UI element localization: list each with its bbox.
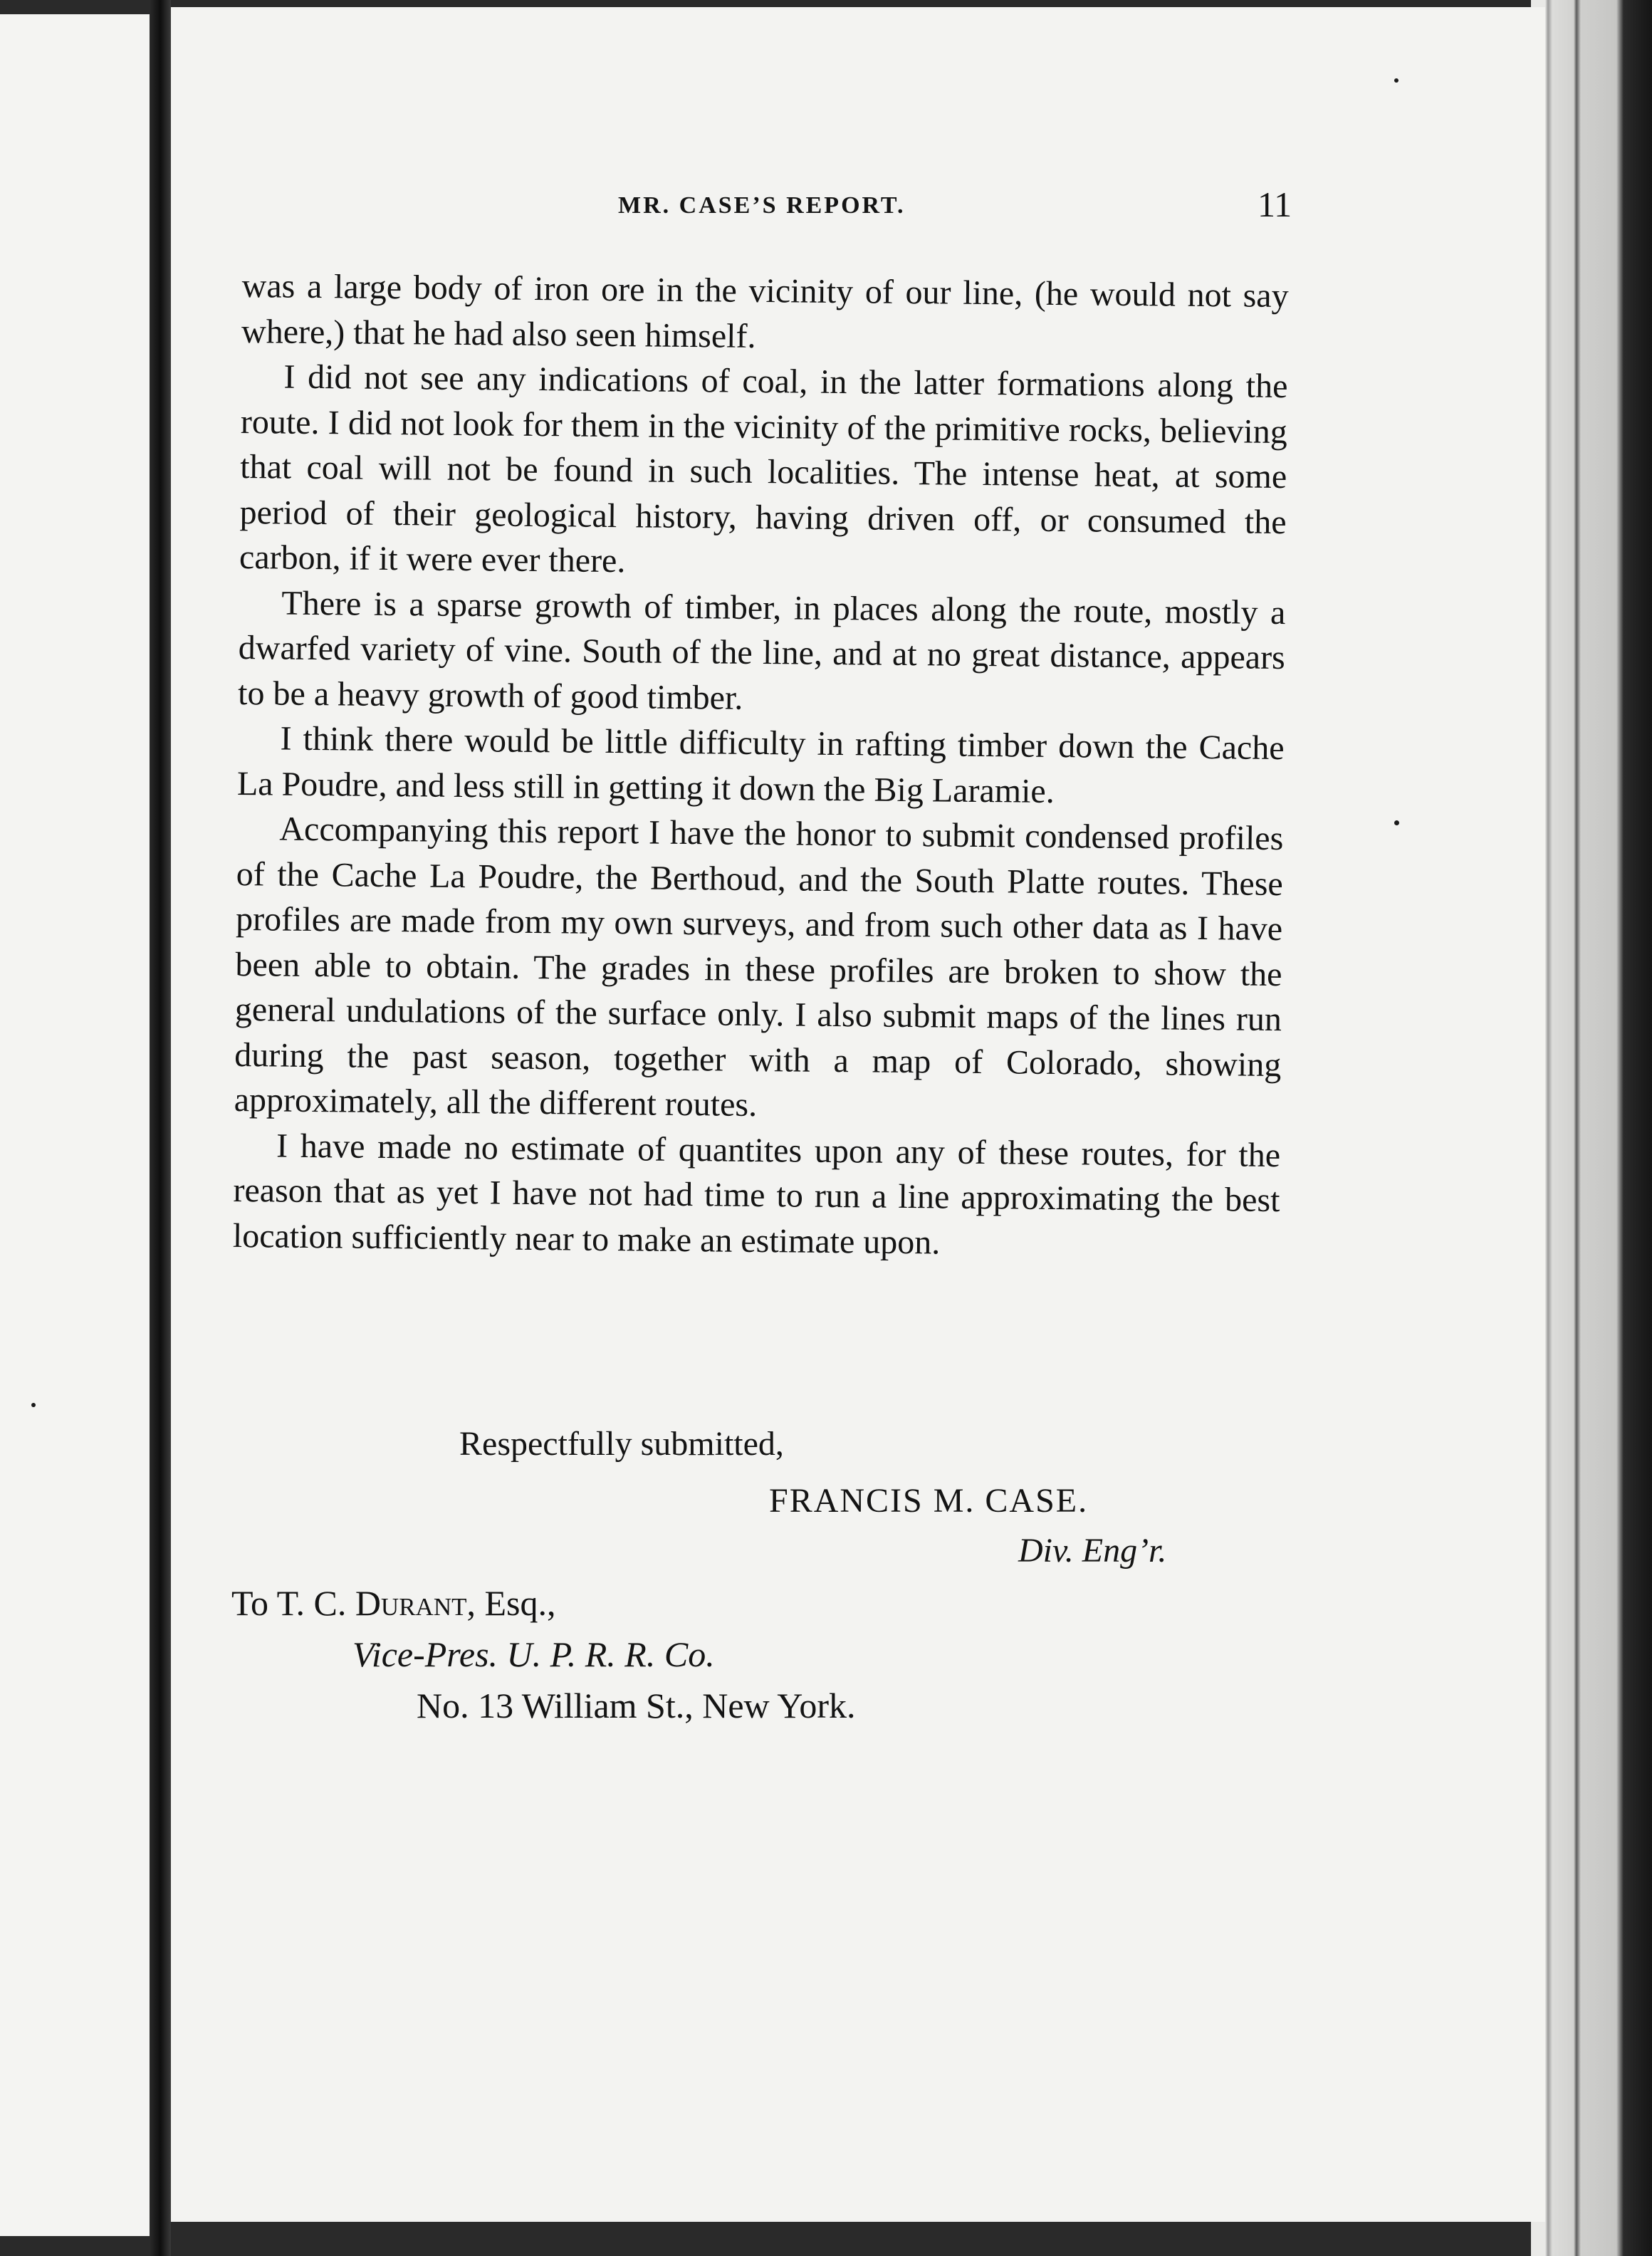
paragraph-continued: was a large body of iron ore in the vicinity of our line, (he would not say where,) that he had also seen himself.	[241, 266, 1289, 355]
page-stack-edges	[1531, 0, 1652, 2256]
ink-speck	[1394, 820, 1399, 825]
report-body	[233, 263, 1289, 1268]
addressee-line-1	[231, 1577, 856, 1629]
addressee-line-2: Vice-Pres. U. P. R. R. Co.	[352, 1634, 715, 1674]
facing-page-edge	[0, 14, 150, 2236]
paragraph-profiles: Accompanying this report I have the honor to submit condensed profiles of the Cache La Poudre, the Berthoud, and the South Platte routes. These profiles are made from my own surveys, and from such other data as I have been able to obtain. The grades in these profiles are broken to show the general undulations of the surface only. I also submit maps of the lines run during the past season, together with a map of Colorado, showing approximately, all the different routes.	[234, 810, 1284, 1124]
ink-speck	[31, 1403, 36, 1407]
paragraph-timber: There is a sparse growth of timber, in places along the route, mostly a dwarfed variety of vine. South of the line, and at no great distance, appears to be a heavy growth of good timber.	[237, 584, 1286, 717]
ink-speck	[1394, 78, 1399, 83]
addressee-surname: Durant	[355, 1583, 467, 1623]
complimentary-close: Respectfully submitted,	[459, 1425, 784, 1463]
paragraph-rafting: I think there would be little difficulty in rafting timber down the Cache La Poudre, and less still in getting it down the Big Laramie.	[236, 719, 1285, 810]
addressee-block	[231, 1577, 856, 1731]
signer-title: Div. Eng’r.	[1018, 1532, 1167, 1570]
addressee-line-3: No. 13 William St., New York.	[417, 1686, 856, 1725]
addressee-prefix: To T. C.	[231, 1583, 355, 1623]
signer-name: FRANCIS M. CASE.	[769, 1482, 1089, 1520]
page-header	[171, 184, 1545, 234]
running-head: MR. CASE’S REPORT.	[618, 192, 906, 219]
page-number: 11	[1258, 184, 1292, 224]
addressee-suffix: , Esq.,	[466, 1583, 556, 1623]
paragraph-coal: I did not see any indications of coal, in the latter formations along the route. I did not look for them in the vicinity of the primitive rocks, believing that coal will not be found in such localities. The intense heat, at some period of their geological history, having driven off, or consumed the carbon, if it were ever there.	[239, 357, 1288, 580]
paragraph-estimate: I have made no estimate of quantites upon any of these routes, for the reason that as yet I have not had time to run a line approximating the best location sufficiently near to make an estimate upon.	[232, 1127, 1281, 1261]
book-page	[171, 7, 1545, 2222]
book-gutter	[150, 0, 171, 2256]
